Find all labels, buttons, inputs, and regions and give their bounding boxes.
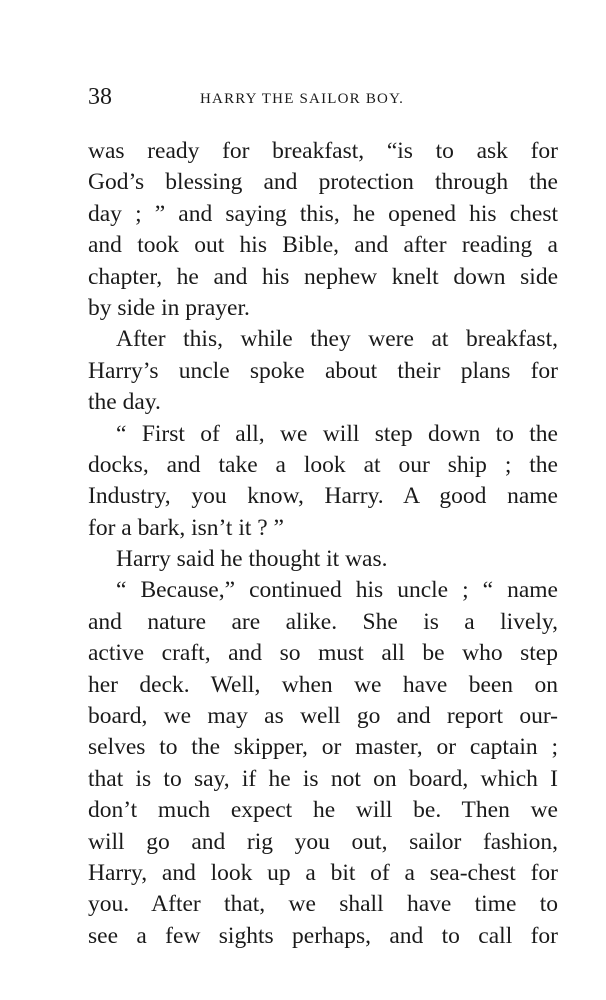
text-line: “ Because,” continued his uncle ; “ name: [116, 577, 558, 604]
text-line: God’s blessing and protection through the: [88, 169, 558, 196]
text-line: Harry’s uncle spoke about their plans for: [88, 357, 558, 384]
text-line: day ; ” and saying this, he opened his chest: [88, 200, 558, 227]
text-line: Industry, you know, Harry. A good name: [88, 483, 558, 510]
text-line: board, we may as well go and report our-: [88, 703, 558, 730]
text-line: and nature are alike. She is a lively,: [88, 608, 558, 635]
text-line: docks, and take a look at our ship ; the: [88, 451, 558, 478]
text-line: chapter, he and his nephew knelt down side: [88, 263, 558, 290]
text-line: was ready for breakfast, “is to ask for: [88, 138, 558, 164]
page-header: [88, 82, 558, 112]
text-line: will go and rig you out, sailor fashion,: [88, 828, 558, 855]
text-line: selves to the skipper, or master, or captain ;: [88, 734, 558, 761]
text-line: for a bark, isn’t it ? ”: [88, 514, 284, 541]
text-line: the day.: [88, 389, 161, 416]
text-line: her deck. Well, when we have been on: [88, 671, 558, 698]
text-line: “ First of all, we will step down to the: [116, 420, 558, 447]
text-line: see a few sights perhaps, and to call for: [88, 922, 558, 949]
running-title: HARRY THE SAILOR BOY.: [200, 91, 405, 107]
text-line: that is to say, if he is not on board, which I: [88, 765, 558, 792]
text-line: After this, while they were at breakfast,: [116, 326, 558, 353]
text-line: Harry said he thought it was.: [116, 546, 388, 573]
text-line: you. After that, we shall have time to: [88, 891, 558, 918]
text-line: Harry, and look up a bit of a sea-chest for: [88, 859, 558, 886]
text-line: active craft, and so must all be who step: [88, 640, 558, 667]
text-line: and took out his Bible, and after reading a: [88, 232, 558, 259]
page-number: 38: [88, 84, 112, 110]
body-text: [88, 136, 558, 952]
text-line: don’t much expect he will be. Then we: [88, 797, 558, 824]
text-line: by side in prayer.: [88, 294, 250, 321]
